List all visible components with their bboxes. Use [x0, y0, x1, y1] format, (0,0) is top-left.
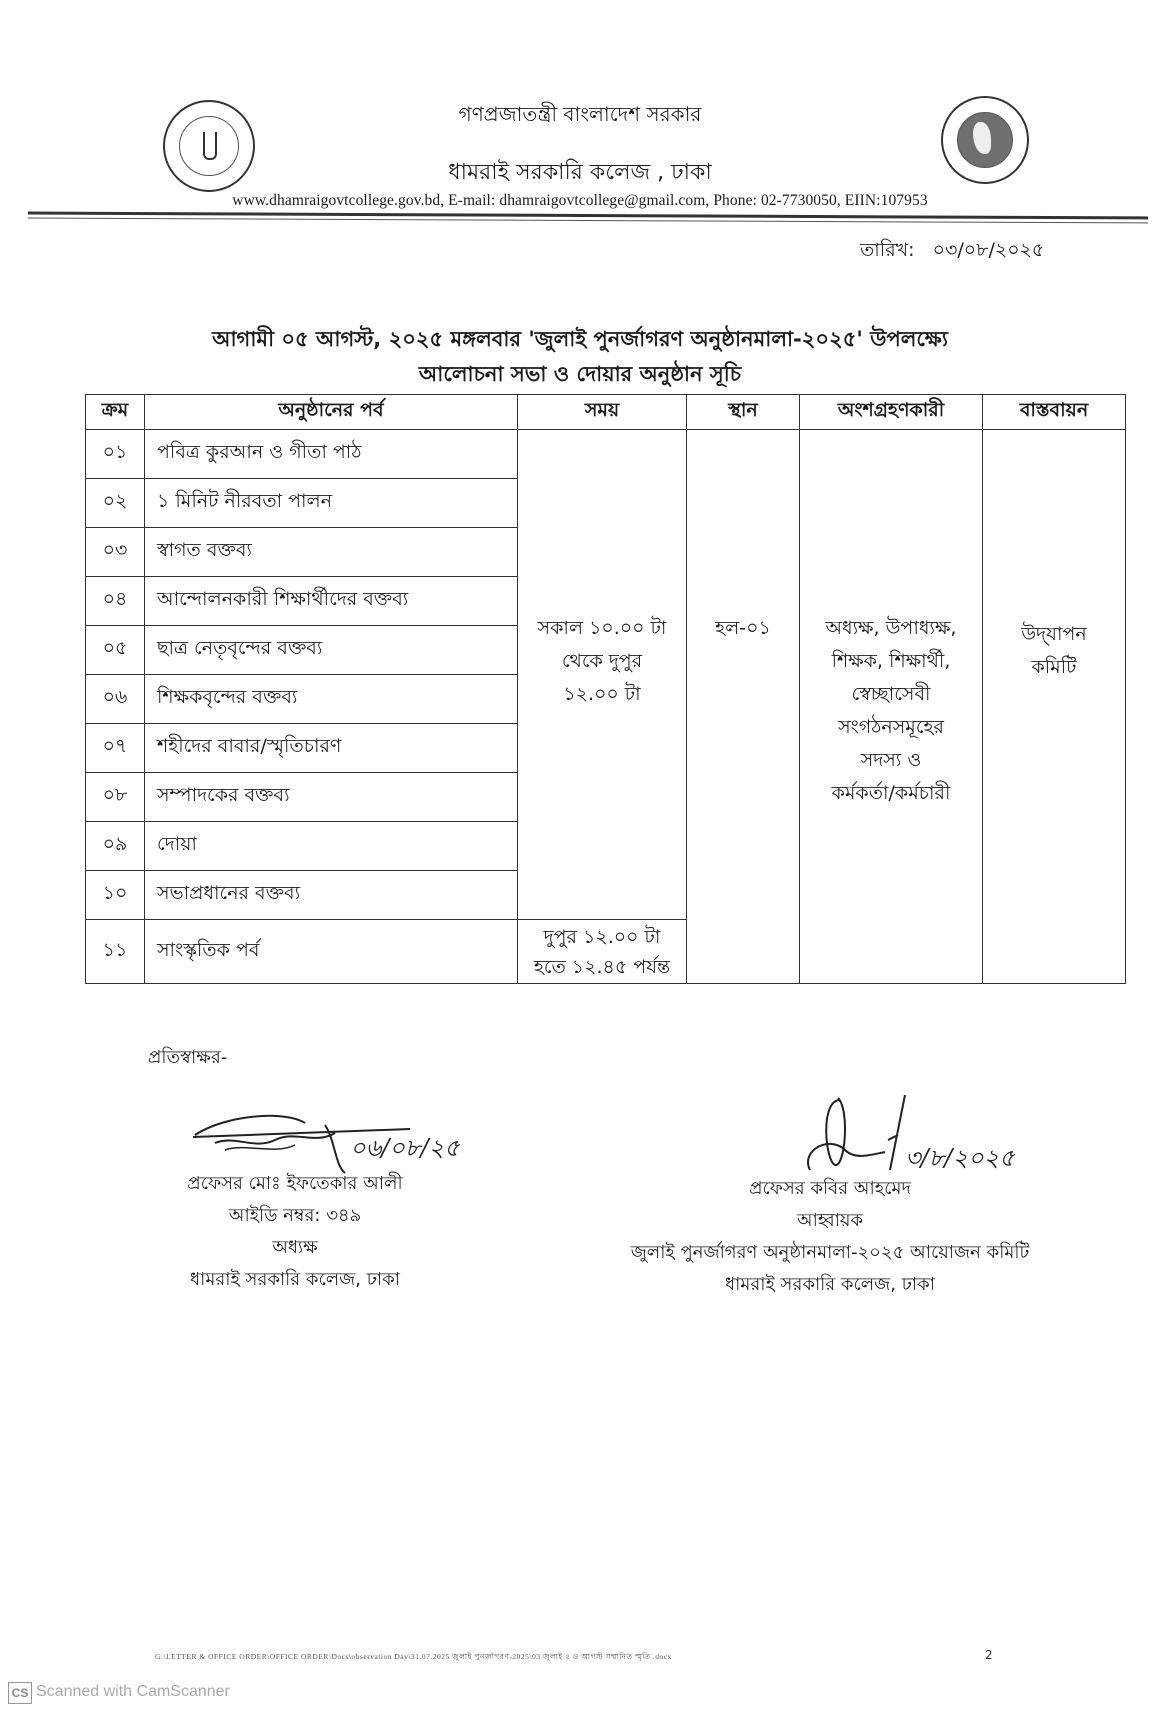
- file-path-footer: G:\LETTER & OFFICE ORDER\OFFICE ORDER\Docs\observation Day\31.07.2025 জুলাই পুনর্জাগরণ-2025\03 জুলাই ৫ ও আগস্ট সম্মানিত স্মৃতি .docx: [155, 1652, 672, 1661]
- header-segment: অনুষ্ঠানের পর্ব: [145, 395, 518, 430]
- implementation-line: উদ্‌যাপন: [1021, 623, 1087, 645]
- time-cultural-line: দুপুর ১২.০০ টা: [543, 925, 661, 948]
- date-label: তারিখ:: [860, 239, 915, 261]
- row-serial: ০৯: [86, 822, 145, 871]
- schedule-table: [85, 394, 1126, 984]
- participants-line: সদস্য ও: [860, 749, 922, 771]
- row-serial: ০১: [86, 430, 145, 479]
- right-signatory-name: প্রফেসর কবির আহমেদ: [749, 1178, 911, 1199]
- implementation-line: কমিটি: [1031, 656, 1077, 678]
- camscanner-logo-icon: CS: [8, 1682, 32, 1704]
- row-serial: ০৫: [86, 626, 145, 675]
- row-serial: ১০: [86, 871, 145, 920]
- implementation-cell: [983, 430, 1126, 984]
- title-line-1: আগামী ০৫ আগস্ট, ২০২৫ মঙ্গলবার 'জুলাই পুনর্জাগরণ অনুষ্ঠানমালা-২০২৫' উপলক্ষ্যে: [212, 327, 948, 351]
- participants-line: অধ্যক্ষ, উপাধ্যক্ষ,: [825, 617, 957, 639]
- time-main-line: থেকে দুপুর: [561, 650, 643, 672]
- table-row: [86, 430, 1126, 479]
- header-time: সময়: [518, 395, 687, 430]
- right-signatory-committee: জুলাই পুনর্জাগরণ অনুষ্ঠানমালা-২০২৫ আয়োজন কমিটি: [630, 1242, 1030, 1263]
- row-segment: শহীদের বাবার/স্মৃতিচারণ: [145, 724, 518, 773]
- countersign-label: প্রতিস্বাক্ষর-: [148, 1047, 228, 1068]
- right-signatory: [600, 1173, 1060, 1301]
- row-segment: দোয়া: [145, 822, 518, 871]
- camscanner-watermark: Scanned with CamScanner: [36, 1683, 230, 1700]
- left-signatory-id: আইডি নম্বর: ৩৪৯: [228, 1205, 362, 1226]
- right-signatory-institution: ধামরাই সরকারি কলেজ, ঢাকা: [725, 1274, 935, 1295]
- table-header-row: [86, 395, 1126, 430]
- row-serial: ০৪: [86, 577, 145, 626]
- time-cultural-cell: [518, 920, 687, 984]
- time-main-line: সকাল ১০.০০ টা: [537, 617, 667, 639]
- row-serial: ০৩: [86, 528, 145, 577]
- participants-line: শিক্ষক, শিক্ষার্থী,: [831, 650, 951, 672]
- header-place: স্থান: [687, 395, 800, 430]
- time-main-line: ১২.০০ টা: [563, 683, 641, 705]
- right-signatory-designation: আহ্বায়ক: [796, 1210, 864, 1231]
- row-segment: সাংস্কৃতিক পর্ব: [145, 920, 518, 984]
- left-signatory-designation: অধ্যক্ষ: [272, 1237, 318, 1258]
- left-signatory: [140, 1168, 450, 1296]
- contact-line: www.dhamraigovtcollege.gov.bd, E-mail: dhamraigovtcollege@gmail.com, Phone: 02-7730050, EIIN:107953: [232, 192, 928, 209]
- row-serial: ১১: [86, 920, 145, 984]
- participants-cell: [800, 430, 983, 984]
- left-signatory-institution: ধামরাই সরকারি কলেজ, ঢাকা: [190, 1269, 400, 1290]
- row-segment: সম্পাদকের বক্তব্য: [145, 773, 518, 822]
- date-value: ০৩/০৮/২০২৫: [932, 239, 1045, 261]
- row-segment: ছাত্র নেতৃবৃন্দের বক্তব্য: [145, 626, 518, 675]
- title-line-2: আলোচনা সভা ও দোয়ার অনুষ্ঠান সূচি: [418, 362, 742, 386]
- row-segment: সভাপ্রধানের বক্তব্য: [145, 871, 518, 920]
- row-segment: আন্দোলনকারী শিক্ষার্থীদের বক্তব্য: [145, 577, 518, 626]
- row-segment: শিক্ষকবৃন্দের বক্তব্য: [145, 675, 518, 724]
- header-participants: অংশগ্রহণকারী: [800, 395, 983, 430]
- row-segment: পবিত্র কুরআন ও গীতা পাঠ: [145, 430, 518, 479]
- participants-line: সংগঠনসমূহের: [838, 716, 944, 738]
- college-name: ধামরাই সরকারি কলেজ , ঢাকা: [448, 160, 712, 185]
- document-date: [860, 236, 1044, 268]
- row-serial: ০৬: [86, 675, 145, 724]
- row-serial: ০৭: [86, 724, 145, 773]
- time-cultural-line: হতে ১২.৪৫ পর্যন্ত: [533, 955, 671, 978]
- page-number: 2: [985, 1648, 993, 1662]
- header-serial: ক্রম: [86, 395, 145, 430]
- place-value: হল-০১: [715, 617, 771, 639]
- place-cell: [687, 430, 800, 984]
- row-serial: ০২: [86, 479, 145, 528]
- participants-line: কর্মকর্তা/কর্মচারী: [831, 782, 951, 804]
- government-name: গণপ্রজাতন্ত্রী বাংলাদেশ সরকার: [458, 102, 702, 126]
- right-signature-date: ৩/৮/২০২৫: [905, 1144, 1015, 1172]
- row-segment: স্বাগত বক্তব্য: [145, 528, 518, 577]
- left-signature-date: ০৬/০৮/২৫: [350, 1134, 460, 1162]
- participants-line: স্বেচ্ছাসেবী: [851, 683, 931, 705]
- time-main-cell: [518, 430, 687, 920]
- header-implementation: বাস্তবায়ন: [983, 395, 1126, 430]
- row-segment: ১ মিনিট নীরবতা পালন: [145, 479, 518, 528]
- left-signatory-name: প্রফেসর মোঃ ইফতেকার আলী: [187, 1173, 403, 1194]
- row-serial: ০৮: [86, 773, 145, 822]
